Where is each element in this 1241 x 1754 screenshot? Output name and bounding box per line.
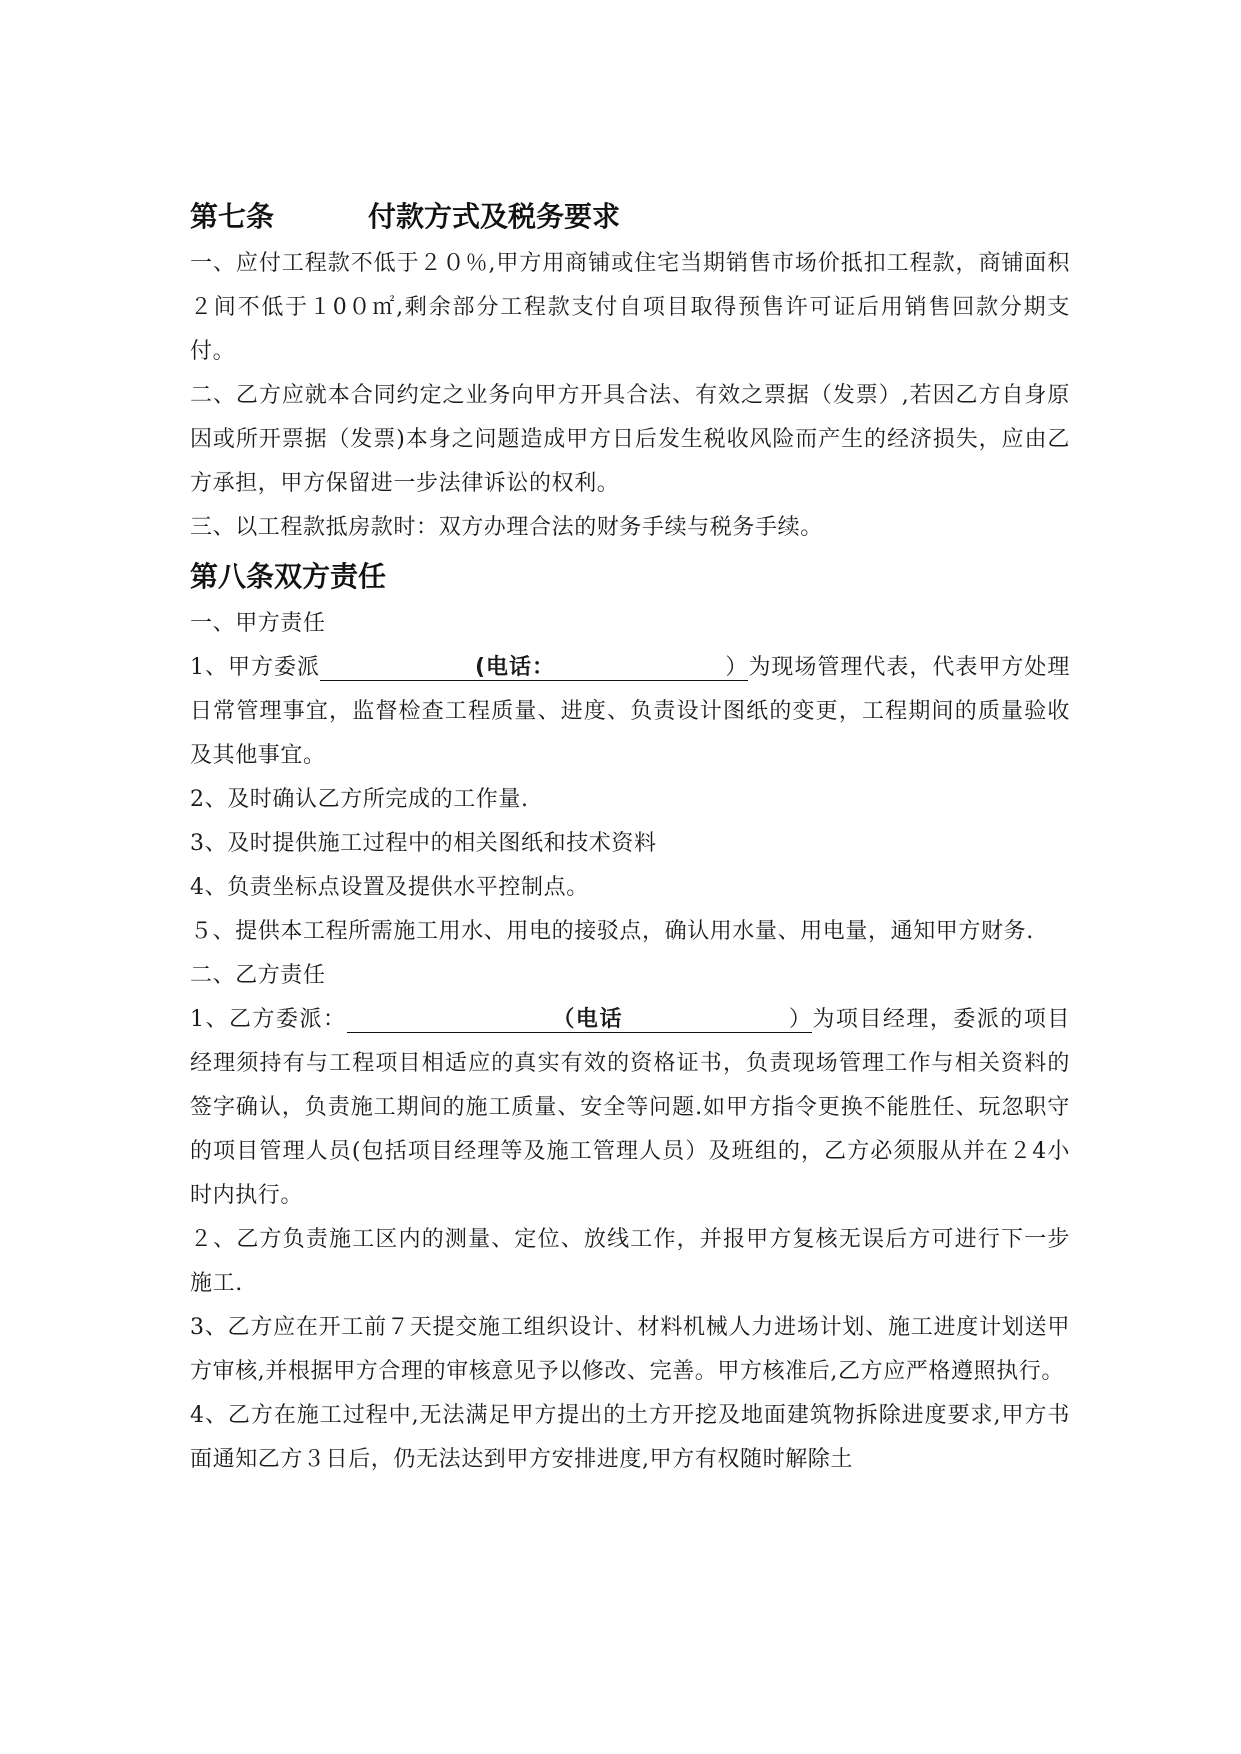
article-7-para-2: 二、乙方应就本合同约定之业务向甲方开具合法、有效之票据（发票）,若因乙方自身原因或所开票据（发票)本身之问题造成甲方日后发生税收风险而产生的经济损失，应由乙方承担，甲方保留进一步法律诉讼的权利。 [190,383,1070,496]
article-7-para-3: 三、以工程款抵房款时：双方办理合法的财务手续与税务手续。 [190,515,823,540]
party-a-item-1-suffix: 为现场管理代表，代表甲方处理日常管理事宜，监督检查工程质量、进度、负责设计图纸的变更，工程期间的质量验收及其他事宜。 [190,655,1070,768]
party-a-item-4: 4、负责坐标点设置及提供水平控制点。 [190,875,589,900]
party-a-title: 一、甲方责任 [190,611,326,636]
party-b-item-2: ２、乙方负责施工区内的测量、定位、放线工作，并报甲方复核无误后方可进行下一步施工. [190,1227,1070,1296]
party-a-representative-blank[interactable] [320,655,748,681]
party-a-phone-close: ） [725,655,749,680]
party-a-item-2: 2、及时确认乙方所完成的工作量. [190,787,529,812]
party-a-item-1-prefix: 1、甲方委派 [190,655,320,680]
article-7-para-1: 一、应付工程款不低于２０％,甲方用商铺或住宅当期销售市场价抵扣工程款，商铺面积２间不低于１0０㎡,剩余部分工程款支付自项目取得预售许可证后用销售回款分期支付。 [190,251,1070,364]
party-b-item-4: 4、乙方在施工过程中,无法满足甲方提出的土方开挖及地面建筑物拆除进度要求,甲方书面通知乙方３日后，仍无法达到甲方安排进度,甲方有权随时解除土 [190,1403,1070,1472]
party-b-phone-close: ） [787,1007,813,1032]
article-7-number: 第七条 [190,200,275,233]
party-b-phone-label: （电话 [551,1007,623,1032]
party-a-item-1 [190,646,1070,778]
party-b-item-1-suffix: 为项目经理，委派的项目经理须持有与工程项目相适应的真实有效的资格证书，负责现场管理工作与相关资料的签字确认，负责施工期间的施工质量、安全等问题.如甲方指令更换不能胜任、玩忽职守的项目管理人员(包括项目经理等及施工管理人员）及班组的，乙方必须服从并在２4小时内执行。 [190,1007,1070,1208]
party-a-item-3: 3、及时提供施工过程中的相关图纸和技术资料 [190,831,657,856]
article-7-heading [190,192,1070,242]
party-b-item-1-prefix: 1、乙方委派： [190,1007,347,1032]
article-7-title: 付款方式及税务要求 [368,200,621,233]
article-8-heading: 第八条双方责任 [190,560,387,593]
party-b-title: 二、乙方责任 [190,963,326,988]
party-a-phone-label: (电话： [474,655,556,680]
party-b-manager-blank[interactable] [347,1007,813,1033]
party-b-item-1 [190,998,1070,1218]
party-a-item-5: ５、提供本工程所需施工用水、用电的接驳点，确认用水量、用电量，通知甲方财务. [190,919,1034,944]
contract-page [190,192,1070,1482]
party-b-item-3: 3、乙方应在开工前７天提交施工组织设计、材料机械人力进场计划、施工进度计划送甲方审核,并根据甲方合理的审核意见予以修改、完善。甲方核准后,乙方应严格遵照执行。 [190,1315,1070,1384]
